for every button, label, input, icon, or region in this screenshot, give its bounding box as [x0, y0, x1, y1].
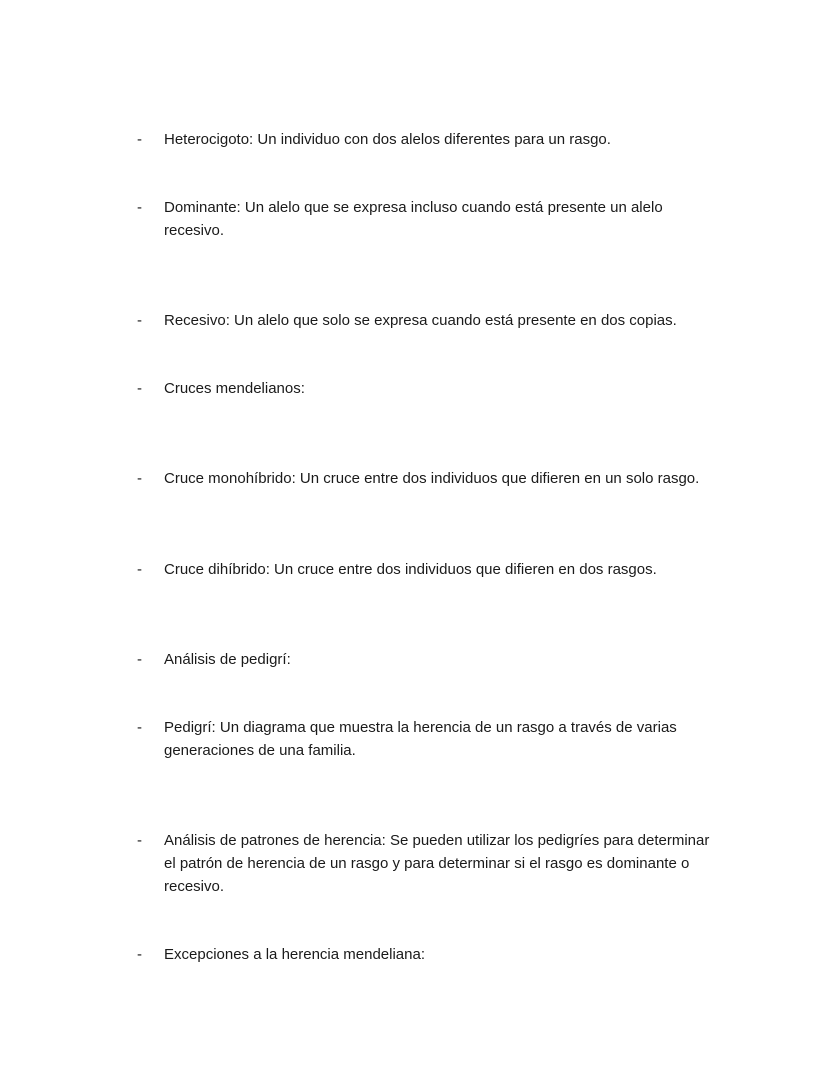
list-item-text: Dominante: Un alelo que se expresa incluso cuando está presente un alelo recesivo. [164, 199, 663, 239]
bullet-dash: - [137, 380, 142, 397]
list-item-text: Cruces mendelianos: [164, 380, 305, 397]
list-item-text: Análisis de pedigrí: [164, 651, 291, 668]
bullet-dash: - [137, 651, 142, 668]
list-item [137, 558, 717, 581]
bullet-dash: - [137, 832, 142, 849]
list-item-text: Cruce monohíbrido: Un cruce entre dos individuos que difieren en un solo rasgo. [164, 470, 700, 487]
list-item [137, 943, 717, 966]
bullet-dash: - [137, 946, 142, 963]
bullet-dash: - [137, 131, 142, 148]
list-item [137, 716, 717, 762]
list-item [137, 196, 717, 242]
bullet-dash: - [137, 470, 142, 487]
list-item [137, 648, 717, 671]
list-item [137, 829, 717, 898]
list-item [137, 467, 717, 490]
list-item [137, 128, 717, 151]
bullet-dash: - [137, 719, 142, 736]
bullet-dash: - [137, 199, 142, 216]
list-item-text: Heterocigoto: Un individuo con dos alelos diferentes para un rasgo. [164, 131, 611, 148]
list-item-text: Pedigrí: Un diagrama que muestra la herencia de un rasgo a través de varias generaciones de una familia. [164, 719, 677, 759]
bullet-dash: - [137, 561, 142, 578]
list-item-text: Análisis de patrones de herencia: Se pueden utilizar los pedigríes para determinar el patrón de herencia de un rasgo y para determinar si el rasgo es dominante o recesivo. [164, 832, 710, 895]
list-item-text: Cruce dihíbrido: Un cruce entre dos individuos que difieren en dos rasgos. [164, 561, 657, 578]
list-item-text: Excepciones a la herencia mendeliana: [164, 946, 425, 963]
list-item-text: Recesivo: Un alelo que solo se expresa cuando está presente en dos copias. [164, 312, 677, 329]
list-item [137, 377, 717, 400]
list-item [137, 309, 717, 332]
bullet-dash: - [137, 312, 142, 329]
